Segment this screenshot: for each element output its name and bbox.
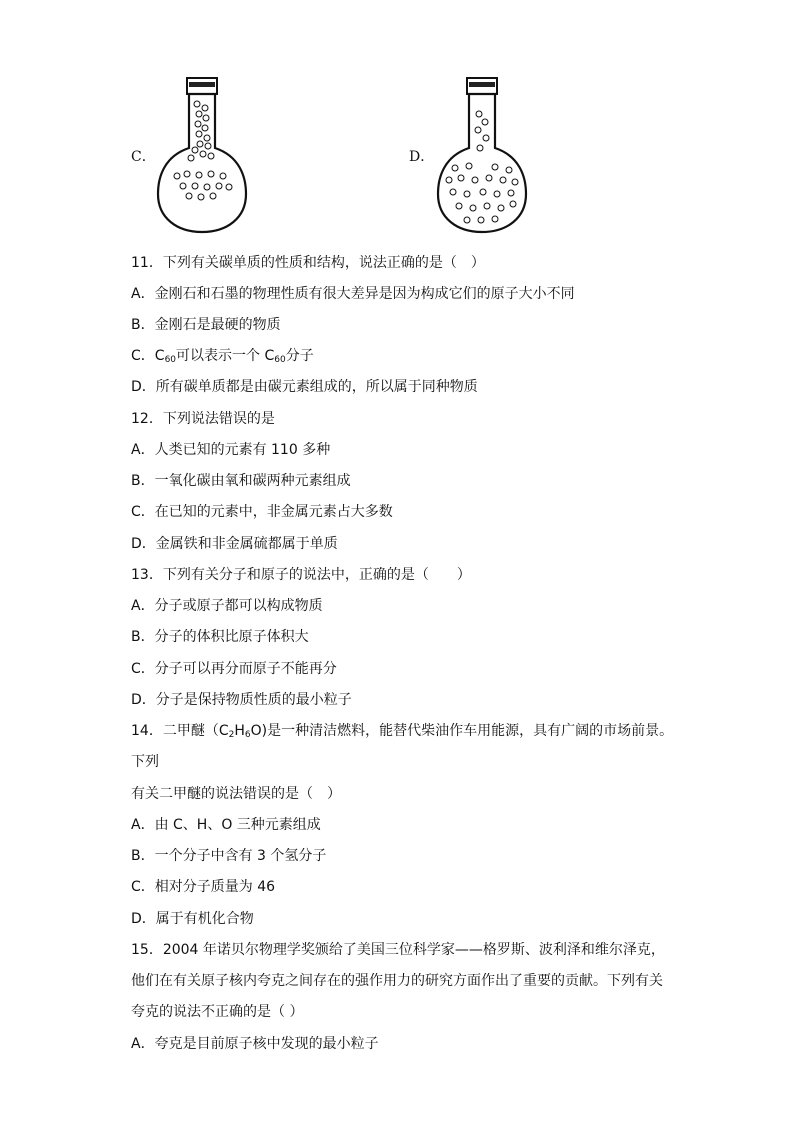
q14-subscript-2: 6	[244, 730, 251, 740]
q11-c-subscript-2: 60	[274, 355, 286, 365]
q12-stem: 12．下列说法错误的是	[131, 411, 275, 427]
q11-c-mid: 可以表示一个 C	[176, 348, 275, 364]
q11-option-d: D．所有碳单质都是由碳元素组成的，所以属于同种物质	[131, 379, 478, 395]
flask-figures	[0, 70, 794, 240]
q15-stem-line-2: 他们在有关原子核内夸克之间存在的强作用力的研究方面作出了重要的贡献。下列有关	[131, 973, 663, 989]
q15-stem-line-1: 15．2004 年诺贝尔物理学奖颁给了美国三位科学家——格罗斯、波利泽和维尔泽克，	[131, 942, 665, 958]
q14-stem-prefix: 14．二甲醚（C	[131, 723, 229, 739]
q13-option-d: D．分子是保持物质性质的最小粒子	[131, 692, 352, 708]
q11-option-b: B．金刚石是最硬的物质	[131, 317, 281, 333]
q15-option-a: A．夸克是目前原子核中发现的最小粒子	[131, 1036, 379, 1052]
q11-option-c	[131, 346, 314, 370]
q13-option-c: C．分子可以再分而原子不能再分	[131, 661, 337, 677]
q11-option-a: A．金刚石和石墨的物理性质有很大差异是因为构成它们的原子大小不同	[131, 286, 575, 302]
q12-option-a: A．人类已知的元素有 110 多种	[131, 442, 331, 458]
q14-option-a: A．由 C、H、O 三种元素组成	[131, 817, 321, 833]
q15-stem-line-3: 夸克的说法不正确的是（ ）	[131, 1004, 304, 1020]
q14-stem-line-2: 下列	[131, 754, 159, 770]
q14-option-d: D．属于有机化合物	[131, 911, 254, 927]
q13-stem: 13．下列有关分子和原子的说法中，正确的是（ ）	[131, 567, 471, 583]
q11-c-prefix: C．C	[131, 348, 165, 364]
q14-stem-mid: H	[234, 723, 245, 739]
option-d-label: D．	[409, 149, 435, 165]
q13-option-b: B．分子的体积比原子体积大	[131, 629, 309, 645]
flask-d-image	[435, 76, 530, 236]
q14-stem-suffix: O)是一种清洁燃料，能替代柴油作车用能源，具有广阔的市场前景。	[250, 723, 674, 739]
q14-subscript-1: 2	[228, 730, 235, 740]
q14-option-b: B．一个分子中含有 3 个氢分子	[131, 848, 327, 864]
q14-option-c: C．相对分子质量为 46	[131, 879, 276, 895]
q11-c-subscript-1: 60	[164, 355, 177, 365]
option-c-label: C．	[131, 149, 156, 165]
flask-c-image	[155, 76, 250, 236]
q14-stem-line-1	[131, 721, 673, 745]
q14-stem-line-3: 有关二甲醚的说法错误的是（ ）	[131, 786, 341, 802]
q12-option-b: B．一氧化碳由氧和碳两种元素组成	[131, 473, 351, 489]
q11-stem: 11．下列有关碳单质的性质和结构，说法正确的是（ ）	[131, 255, 485, 271]
q12-option-d: D．金属铁和非金属硫都属于单质	[131, 536, 338, 552]
q12-option-c: C．在已知的元素中，非金属元素占大多数	[131, 504, 393, 520]
q11-c-suffix: 分子	[285, 348, 314, 364]
q13-option-a: A．分子或原子都可以构成物质	[131, 598, 323, 614]
